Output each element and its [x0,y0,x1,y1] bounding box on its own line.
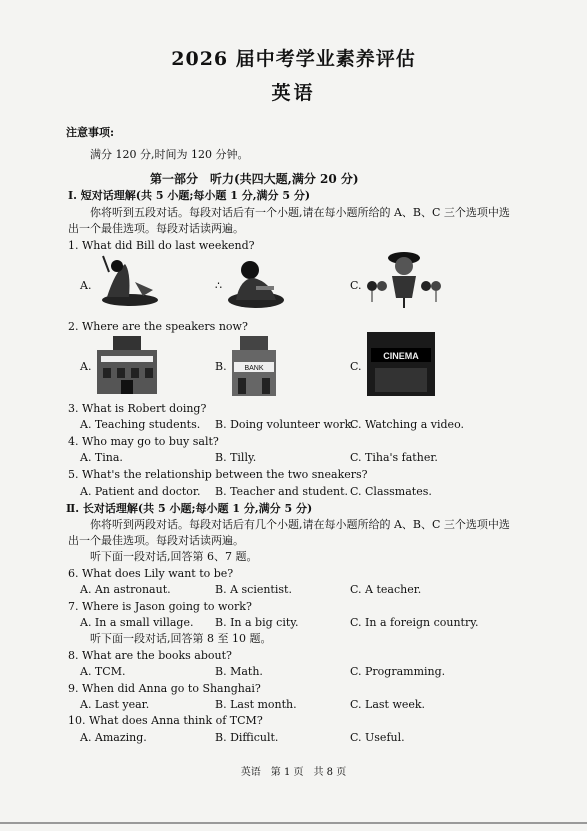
q8-option-b: B. Math. [215,665,263,678]
section1-instr2: 出一个最佳选项。每段对话读两遍。 [68,222,244,235]
page-edge-divider [0,822,587,824]
cinema-sign: CINEMA [383,351,419,361]
q1-option-a-label: A. [80,279,92,292]
exam-subject: 英语 [271,82,316,104]
q3-option-c: C. Watching a video. [350,418,464,431]
q4-text: 4. Who may go to buy salt? [68,435,219,448]
section1-instr1: 你将听到五段对话。每段对话后有一个小题,请在每小题所给的 A、B、C 三个选项中选 [90,206,510,219]
q9-option-a: A. Last year. [80,698,150,711]
q4-option-b: B. Tilly. [215,451,257,464]
q10-text: 10. What does Anna think of TCM? [68,714,263,727]
section2-title: Ⅱ. 长对话理解(共 5 小题;每小题 1 分,满分 5 分) [66,502,313,515]
q3-text: 3. What is Robert doing? [68,402,207,415]
q1-option-b-image [226,256,286,310]
q2-option-a-image [95,334,159,396]
q5-option-a: A. Patient and doctor. [80,485,201,498]
q6-option-a: A. An astronaut. [80,583,171,596]
q8-text: 8. What are the books about? [68,649,232,662]
q5-text: 5. What's the relationship between the two sneakers? [68,468,368,481]
page-footer: 英语 第 1 页 共 8 页 [240,767,347,778]
section2-instr1: 你将听到两段对话。每段对话后有几个小题,请在每小题所给的 A、B、C 三个选项中选 [90,518,510,531]
section2-listen2: 听下面一段对话,回答第 8 至 10 题。 [90,632,272,645]
q8-option-a: A. TCM. [80,665,126,678]
q5-option-c: C. Classmates. [350,485,432,498]
q7-option-a: A. In a small village. [80,616,194,629]
q4-option-c: C. Tiha's father. [350,451,438,464]
q2-option-b-image [228,334,280,398]
q6-option-c: C. A teacher. [350,583,422,596]
q6-text: 6. What does Lily want to be? [68,567,234,580]
q5-option-b: B. Teacher and student. [215,485,349,498]
part1-heading: 第一部分 听力(共四大题,满分 20 分) [150,172,359,186]
q1-text: 1. What did Bill do last weekend? [68,239,255,252]
q10-option-a: A. Amazing. [80,731,147,744]
q1-option-a-image [95,252,160,310]
q2-option-a-label: A. [80,360,92,373]
q1-option-b-label: ∴ [215,279,222,292]
q9-text: 9. When did Anna go to Shanghai? [68,682,261,695]
q1-option-c-label: C. [350,279,362,292]
q3-option-a: A. Teaching students. [80,418,201,431]
q7-text: 7. Where is Jason going to work? [68,600,252,613]
notice-label: 注意事项: [66,126,115,139]
q2-option-c-image [367,332,435,396]
notice-text: 满分 120 分,时间为 120 分钟。 [90,148,249,161]
q3-option-b: B. Doing volunteer work. [215,418,355,431]
q6-option-b: B. A scientist. [215,583,292,596]
q1-option-c-image [362,250,442,308]
q7-option-b: B. In a big city. [215,616,299,629]
q9-option-c: C. Last week. [350,698,426,711]
q10-option-c: C. Useful. [350,731,405,744]
q9-option-b: B. Last month. [215,698,297,711]
q2-option-b-label: B. [215,360,227,373]
q2-text: 2. Where are the speakers now? [68,320,248,333]
q2-option-c-label: C. [350,360,362,373]
section2-instr2: 出一个最佳选项。每段对话读两遍。 [68,534,244,547]
exam-title: 2026 届中考学业素养评估 [171,48,416,70]
section1-title: Ⅰ. 短对话理解(共 5 小题;每小题 1 分,满分 5 分) [68,189,311,202]
q7-option-c: C. In a foreign country. [350,616,479,629]
bank-sign: BANK [244,365,264,372]
q10-option-b: B. Difficult. [215,731,279,744]
q4-option-a: A. Tina. [80,451,123,464]
q8-option-c: C. Programming. [350,665,446,678]
section2-listen1: 听下面一段对话,回答第 6、7 题。 [90,550,258,563]
